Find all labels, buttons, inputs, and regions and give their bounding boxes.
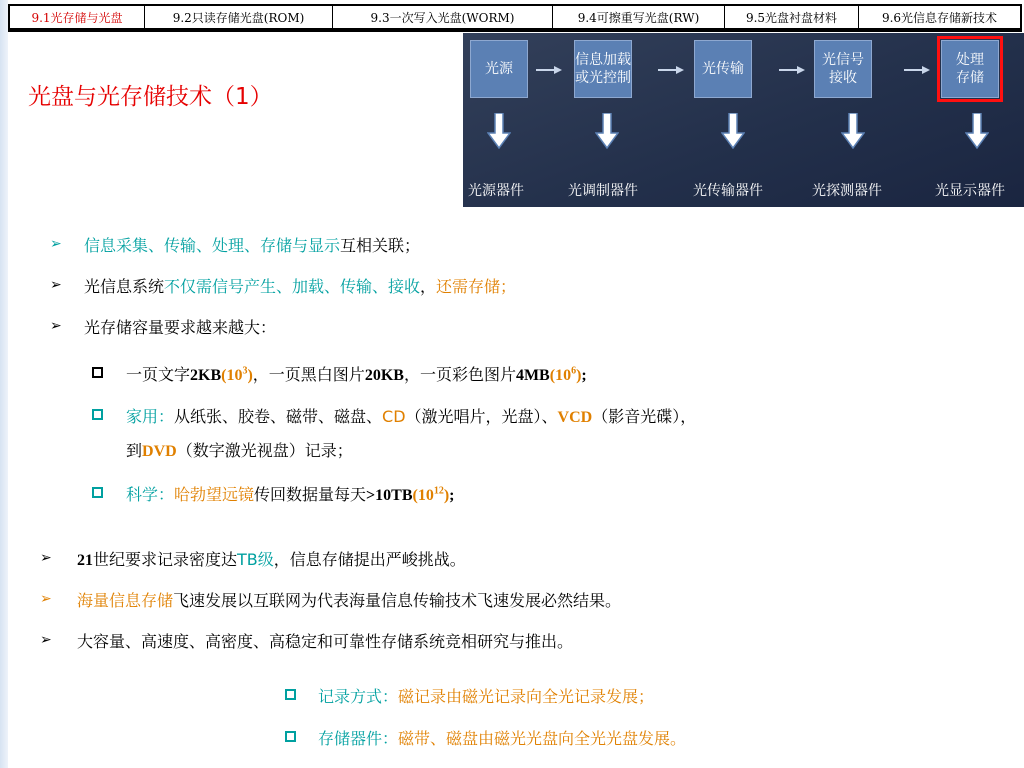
tab-9-6[interactable]: 9.6光信息存储新技术	[881, 10, 998, 25]
bullet-21st-century	[77, 547, 466, 570]
bullet-highlight: TB级	[237, 550, 274, 569]
tab-9-1[interactable]: 9.1光存储与光盘	[10, 6, 145, 28]
text: （影音光碟），	[592, 407, 697, 426]
tab-9-5[interactable]: 9.5光盘衬盘材料	[725, 6, 859, 28]
arrow-bullet-icon: ➢	[40, 591, 52, 607]
value: >10TB	[366, 487, 413, 504]
sub-bullet-recording	[318, 684, 654, 707]
arrow-bullet-icon: ➢	[50, 236, 62, 252]
flow-box-text: 处理 存储	[956, 52, 984, 86]
arrow-bullet-icon: ➢	[50, 277, 62, 293]
flow-label-detector-device: 光探测器件	[812, 183, 882, 199]
flow-box-text: 信息加载 或光控制	[575, 52, 631, 86]
bullet-highlight: 存储器件：	[318, 729, 399, 748]
text: 从纸张、胶卷、磁带、磁盘、	[174, 407, 383, 426]
bullet-highlight-orange: 还需存储；	[436, 277, 517, 296]
text: 世纪要求记录密度达	[93, 550, 238, 569]
tab-9-4[interactable]: 9.4可擦重写光盘(RW)	[553, 6, 725, 28]
flow-box-processing-storage	[941, 40, 999, 98]
arrow-bullet-icon: ➢	[40, 632, 52, 648]
value: DVD	[142, 443, 177, 460]
down-arrow-icon	[965, 113, 989, 149]
bullet-text: 光信息系统	[84, 277, 165, 296]
flow-box-text: 光信号 接收	[822, 52, 864, 86]
bullet-highlight-orange: 哈勃望远镜	[174, 485, 255, 504]
value: (10	[221, 367, 243, 384]
text: ;	[449, 487, 455, 504]
flow-box-transmission	[694, 40, 752, 98]
text: ，信息存储提出严峻挑战。	[273, 550, 466, 569]
bullet-system-needs	[84, 274, 516, 297]
text: （激光唱片，光盘）、	[405, 407, 558, 426]
flow-label-transmission-device: 光传输器件	[693, 183, 763, 199]
text: 飞速发展以互联网为代表海量信息传输技术飞速发展必然结果。	[173, 591, 622, 610]
sub-bullet-home-cont	[126, 438, 353, 461]
exponent: 3	[242, 365, 248, 377]
down-arrow-icon	[487, 113, 511, 149]
tab-divider	[8, 30, 1022, 32]
sub-bullet-devices	[318, 726, 686, 749]
sub-bullet-page-sizes	[126, 362, 587, 385]
sub-bullet-home	[126, 404, 696, 427]
value: (10	[412, 487, 434, 504]
down-arrow-icon	[841, 113, 865, 149]
bullet-text: 互相关联；	[340, 236, 421, 255]
value: 4MB	[515, 367, 550, 384]
bullet-highlight: 科学：	[126, 485, 175, 504]
flow-box-modulation	[574, 40, 632, 98]
bullet-highlight: 记录方式：	[318, 687, 399, 706]
down-arrow-icon	[595, 113, 619, 149]
text: ，一页彩色图片	[403, 365, 516, 384]
left-decorative-bar	[0, 0, 8, 768]
square-bullet-icon	[285, 689, 296, 700]
flow-label-modulator-device: 光调制器件	[568, 183, 638, 199]
text: 传回数据量每天	[254, 485, 367, 504]
value: CD	[382, 407, 406, 426]
bullet-highlight: 不仅需信号产生、加载、传输、接收	[164, 277, 421, 296]
text: 一页文字	[126, 365, 191, 384]
bullet-capacity: 光存储容量要求越来越大：	[84, 318, 277, 337]
right-arrow-icon	[904, 66, 930, 74]
exponent: 6	[571, 365, 577, 377]
flow-diagram	[463, 33, 1024, 207]
square-bullet-icon	[285, 731, 296, 742]
flow-box-reception	[814, 40, 872, 98]
flow-label-display-device: 光显示器件	[935, 183, 1005, 199]
bullet-highlight: 信息采集、传输、处理、存储与显示	[84, 236, 341, 255]
text: ;	[581, 367, 587, 384]
bullet-text: ，	[420, 277, 437, 296]
value: 2KB	[190, 367, 222, 384]
arrow-bullet-icon: ➢	[50, 318, 62, 334]
bullet-info-chain	[84, 233, 420, 256]
value: )	[576, 367, 582, 384]
sub-bullet-science	[126, 482, 455, 505]
flow-box-text: 光传输	[702, 61, 744, 77]
right-arrow-icon	[658, 66, 684, 74]
right-arrow-icon	[536, 66, 562, 74]
right-arrow-icon	[779, 66, 805, 74]
flow-label-light-source-device: 光源器件	[468, 183, 524, 199]
value: 21	[77, 552, 93, 569]
down-arrow-icon	[721, 113, 745, 149]
arrow-bullet-icon: ➢	[40, 550, 52, 566]
bullet-highlight-orange: 磁记录由磁光记录向全光记录发展；	[398, 687, 655, 706]
bullet-mass-storage	[77, 588, 621, 611]
text: 到	[126, 441, 143, 460]
flow-box-text: 光源	[485, 61, 513, 77]
value: 20KB	[364, 367, 404, 384]
value: )	[247, 367, 253, 384]
tab-9-2[interactable]: 9.2只读存储光盘(ROM)	[145, 6, 333, 28]
square-bullet-icon	[92, 487, 103, 498]
exponent: 12	[433, 485, 444, 497]
square-bullet-icon	[92, 409, 103, 420]
value: )	[443, 487, 450, 504]
value: VCD	[557, 409, 593, 426]
bullet-highlight-orange: 海量信息存储	[77, 591, 174, 610]
slide-title: 光盘与光存储技术（1）	[28, 84, 273, 110]
flow-box-light-source	[470, 40, 528, 98]
bullet-systems: 大容量、高速度、高密度、高稳定和可靠性存储系统竞相研究与推出。	[77, 632, 574, 651]
square-bullet-icon	[92, 367, 103, 378]
text: ，一页黑白图片	[252, 365, 365, 384]
text: （数字激光视盘）记录；	[176, 441, 353, 460]
value: (10	[549, 367, 572, 384]
tab-9-3[interactable]: 9.3一次写入光盘(WORM)	[333, 6, 553, 28]
bullet-highlight: 家用：	[126, 407, 175, 426]
slide-nav-tabs	[8, 4, 1022, 30]
bullet-highlight-orange: 磁带、磁盘由磁光光盘向全光光盘发展。	[398, 729, 687, 748]
